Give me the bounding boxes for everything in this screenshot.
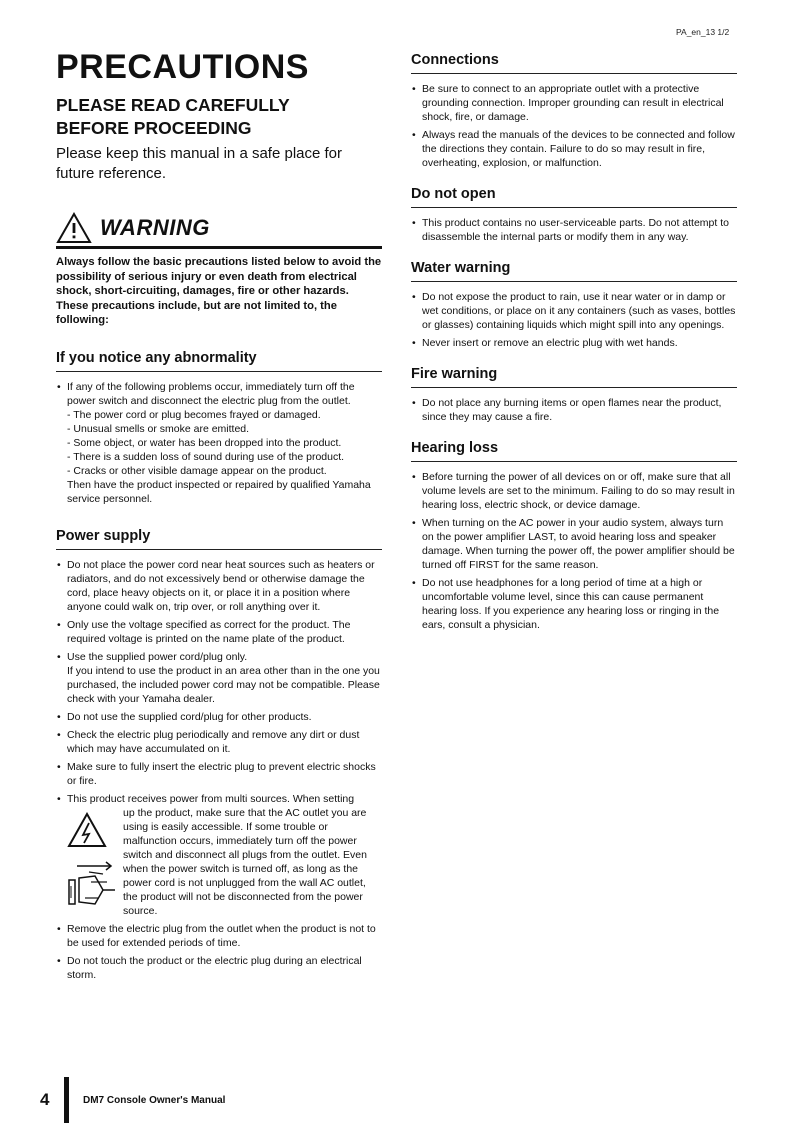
page-title: PRECAUTIONS [56, 48, 309, 86]
subtitle [56, 94, 382, 140]
list-item: • Remove the electric plug from the outlet when the product is not to be used for extended periods of time. [56, 922, 382, 950]
list-item: • Do not place any burning items or open flames near the product, since they may cause a fire. [411, 396, 737, 424]
list-item: • Make sure to fully insert the electric plug to prevent electric shocks or fire. [56, 760, 382, 788]
warning-intro: Always follow the basic precautions listed below to avoid the possibility of serious injury or even death from electrical shock, short-circuiting, damages, fire or other hazards. These precautions include, but are not limited to, the following: [56, 256, 382, 327]
list-item: • Do not expose the product to rain, use it near water or in damp or wet conditions, or place on it any containers (such as vases, bottles or glasses) containing liquids which might spill into any openings. [411, 290, 737, 332]
footer-bar [64, 1077, 69, 1123]
power-item7-body: up the product, make sure that the AC outlet you are using is easily accessible. If some trouble or malfunction occurs, immediately turn off the power switch and disconnect all plugs from the outlet. Even when the power switch is turned off, as long as the power cord is not unplugged from the wall AC outlet, the product will not be disconnected from the power source. [123, 806, 367, 917]
list-item: • Only use the voltage specified as correct for the product. The required voltage is printed on the name plate of the product. [56, 618, 382, 646]
list-item: • Do not use headphones for a long period of time at a high or uncomfortable volume level, since this can cause permanent hearing loss. If you experience any hearing loss or ringing in the ears, consult a physician. [411, 576, 737, 632]
multi-source-icons [67, 806, 123, 918]
fire-warning-list [411, 396, 737, 424]
power-item3-a: • Use the supplied power cord/plug only. [67, 650, 248, 663]
list-item: • Be sure to connect to an appropriate outlet with a protective grounding connection. Improper grounding can result in electrical shock, fire, or damage. [411, 82, 737, 124]
manual-name: DM7 Console Owner's Manual [83, 1094, 226, 1106]
hearing-loss-list [411, 470, 737, 632]
keep-note: Please keep this manual in a safe place for future reference. [56, 145, 343, 182]
abnormality-heading: If you notice any abnormality [56, 350, 382, 372]
power-item7-lead: • This product receives power from multi sources. When setting [67, 792, 355, 805]
list-item: • Before turning the power of all devices on or off, make sure that all volume levels are set to the minimum. Failing to do so may result in hearing loss, electric shock, or device damage. [411, 470, 737, 512]
list-item [56, 792, 382, 918]
unplug-icon [67, 860, 119, 912]
list-item: • This product contains no user-serviceable parts. Do not attempt to disassemble the internal parts or modify them in any way. [411, 216, 737, 244]
list-item [56, 380, 382, 506]
list-item: • Do not use the supplied cord/plug for other products. [56, 710, 382, 724]
power-item3-b: If you intend to use the product in an area other than in the one you purchased, the included power cord may not be compatible. Please check with your Yamaha dealer. [67, 664, 380, 705]
abnormality-list [56, 380, 382, 506]
list-item: • Check the electric plug periodically and remove any dirt or dust which may have accumulated on it. [56, 728, 382, 756]
abnormality-dash: - Cracks or other visible damage appear on the product. [67, 464, 327, 477]
abnormality-tail: Then have the product inspected or repaired by qualified Yamaha service personnel. [67, 478, 371, 505]
left-column [56, 48, 382, 986]
abnormality-lead: • If any of the following problems occur, immediately turn off the power switch and disconnect the electric plug from the outlet. [67, 380, 355, 407]
list-item: • Do not place the power cord near heat sources such as heaters or radiators, and do not excessively bend or otherwise damage the cord, place heavy objects on it, or place it in a position where anyone could walk on, trip over, or roll anything over it. [56, 558, 382, 614]
page-footer [40, 1077, 225, 1123]
abnormality-dash: - There is a sudden loss of sound during use of the product. [67, 450, 345, 463]
abnormality-dash: - Unusual smells or smoke are emitted. [67, 422, 250, 435]
list-item: • Always read the manuals of the devices to be connected and follow the directions they contain. Failure to do so may result in fire, overheating, explosion, or malfunction. [411, 128, 737, 170]
connections-heading: Connections [411, 52, 737, 74]
list-item [56, 650, 382, 706]
electric-shock-icon [67, 812, 107, 848]
warning-label: WARNING [100, 215, 210, 240]
abnormality-dash: - Some object, or water has been dropped into the product. [67, 436, 342, 449]
list-item: • Never insert or remove an electric plug with wet hands. [411, 336, 737, 350]
fire-warning-heading: Fire warning [411, 366, 737, 388]
subtitle-line-2: BEFORE PROCEEDING [56, 118, 252, 138]
do-not-open-heading: Do not open [411, 186, 737, 208]
right-column [411, 52, 737, 636]
warning-heading [56, 212, 382, 249]
page-number: 4 [40, 1090, 50, 1109]
list-item: • Do not touch the product or the electric plug during an electrical storm. [56, 954, 382, 982]
warning-triangle-icon [56, 212, 92, 244]
multi-source-block [67, 806, 382, 918]
hearing-loss-heading: Hearing loss [411, 440, 737, 462]
power-supply-list [56, 558, 382, 982]
abnormality-dash: - The power cord or plug becomes frayed or damaged. [67, 408, 321, 421]
water-warning-heading: Water warning [411, 260, 737, 282]
do-not-open-list [411, 216, 737, 244]
subtitle-line-1: PLEASE READ CAREFULLY [56, 95, 290, 115]
water-warning-list [411, 290, 737, 350]
connections-list [411, 82, 737, 170]
list-item: • When turning on the AC power in your audio system, always turn on the power amplifier LAST, to avoid hearing loss and speaker damage. When turning the power off, the power amplifier should be turned off FIRST for the same reason. [411, 516, 737, 572]
document-code: PA_en_13 1/2 [676, 27, 730, 37]
power-supply-heading: Power supply [56, 528, 382, 550]
